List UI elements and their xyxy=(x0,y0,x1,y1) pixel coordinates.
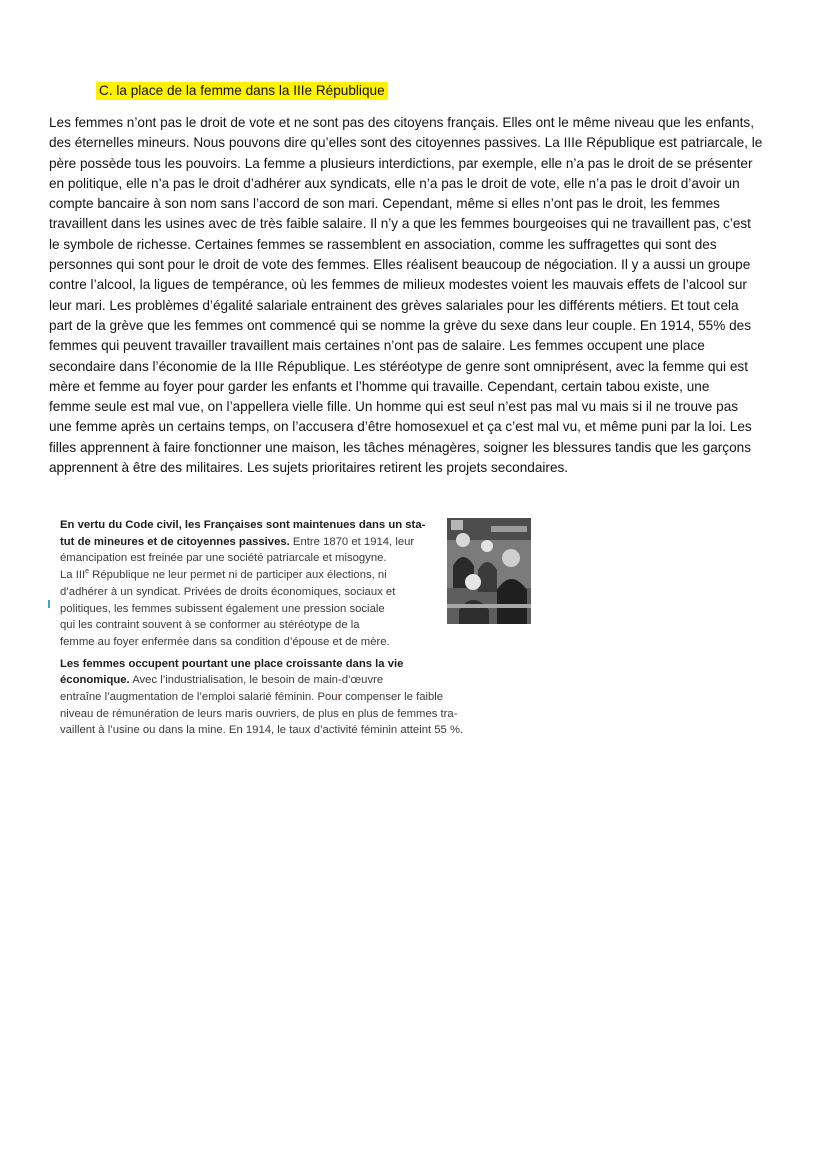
body-line: travaillent dans les usines avec de très faible salaire. Il n’y a que les femmes bourgeoises qui ne travaillent pas, c’est xyxy=(49,216,751,232)
excerpt-line: femme au foyer enfermée dans sa condition d’épouse et de mère. xyxy=(60,635,390,648)
photo-illustration xyxy=(447,518,531,624)
body-line: secondaire dans l’économie de la IIIe République. Les stéréotype de genre sont omniprésent, avec la femme qui est xyxy=(49,358,748,374)
excerpt-bold: Les femmes occupent pourtant une place croissante dans la vie xyxy=(60,657,404,670)
section-heading: C. la place de la femme dans la IIIe République xyxy=(96,82,388,100)
body-line: personnes qui sont pour le droit de vote des femmes. Elles réalisent beaucoup de négociation. Il y a aussi un groupe xyxy=(49,257,751,273)
excerpt-text: compenser le faible xyxy=(341,691,444,704)
excerpt-line xyxy=(60,672,540,689)
excerpt-line: qui les contraint souvent à se conformer au stéréotype de la xyxy=(60,619,360,632)
excerpt-bold: En vertu du Code civil, les Françaises sont maintenues dans un sta- xyxy=(60,519,426,531)
excerpt-line: politiques, les femmes subissent également une pression sociale xyxy=(60,602,385,615)
body-line: une femme après un certains temps, on l’accusera d’être homosexuel et ça c’est mal vu, et même puni par la loi. Les xyxy=(49,419,752,435)
excerpt-line: d’adhérer à un syndicat. Privées de droits économiques, sociaux et xyxy=(60,585,396,598)
excerpt-bold: tut de mineures et de citoyennes passives. xyxy=(60,535,290,548)
ordinal-superscript: e xyxy=(85,568,90,576)
historical-photo xyxy=(447,518,531,624)
excerpt-text: La III xyxy=(60,569,86,582)
excerpt-line xyxy=(60,656,540,673)
body-line: mère et femme au foyer pour garder les enfants et l’homme qui travaille. Cependant, certain tabou existe, une xyxy=(49,378,710,394)
excerpt-line: émancipation est freinée par une société patriarcale et misogyne. xyxy=(60,552,387,565)
body-line: des éternelles mineurs. Nous pouvons dire qu’elles sont des citoyennes passives. La IIIe République est patriarcale, le xyxy=(49,135,763,151)
excerpt-text: République ne leur permet ni de participer aux élections, ni xyxy=(89,569,387,582)
excerpt-text: entraîne l’augmentation de l’emploi salarié féminin. Pou xyxy=(60,691,338,704)
body-line: compte bancaire à son nom sans l’accord de son mari. Cependant, même si elles n’ont pas le droit, les femmes xyxy=(49,196,720,212)
excerpt-bold: économique. xyxy=(60,674,130,687)
body-line: Les femmes n’ont pas le droit de vote et ne sont pas des citoyens français. Elles ont le même niveau que les enfants, xyxy=(49,115,755,130)
body-paragraph xyxy=(49,113,785,478)
excerpt-line: vaillent à l’usine ou dans la mine. En 1914, le taux d’activité féminin atteint 55 %. xyxy=(60,724,464,737)
body-line: le symbole de richesse. Certaines femmes se rassemblent en association, comme les suffragettes qui sont des xyxy=(49,236,717,252)
body-line: leur mari. Les problèmes d’égalité salariale entrainent des grèves salariales pour les différents métiers. Et tout cela xyxy=(49,297,739,313)
excerpt-line xyxy=(60,689,540,706)
excerpt-text: Entre 1870 et 1914, leur xyxy=(289,535,415,548)
body-line: part de la grève que les femmes ont commencé qui se nomme la grève du sexe dans leur couple. En 1914, 55% des xyxy=(49,317,751,333)
body-line: père possède tous les pouvoirs. La femme a plusieurs interdictions, par exemple, elle n’a pas le droit de se présenter xyxy=(49,155,753,171)
body-line: apprennent à être des militaires. Les sujets prioritaires retirent les projets secondaires. xyxy=(49,460,569,476)
excerpt-line: niveau de rémunération de leurs maris ouvriers, de plus en plus de femmes tra- xyxy=(60,707,458,720)
excerpt-text: Avec l’industrialisation, le besoin de main-d’œuvre xyxy=(129,674,384,687)
body-line: en politique, elle n’a pas le droit d’adhérer aux syndicats, elle n’a pas le droit de vote, elle n’a pas le droit d’avoir un xyxy=(49,175,740,191)
body-line: femmes qui peuvent travailler travaillent mais certaines n’ont pas de salaire. Les femmes occupent une place xyxy=(49,338,705,354)
edit-caret-mark: r xyxy=(337,691,342,704)
body-line: contre l’alcool, la ligues de tempérance, où les femmes de milieux modestes voient les mauvais effets de l’alcool sur xyxy=(49,277,747,293)
body-line: femme seule est mal vue, on l’appellera vielle fille. Un homme qui est seul n’est pas mal vu mais si il ne trouve pas xyxy=(49,399,739,415)
body-line: filles apprennent à faire fonctionner une maison, les tâches ménagères, soigner les blessures tandis que les garçons xyxy=(49,439,751,455)
margin-mark xyxy=(48,600,50,608)
